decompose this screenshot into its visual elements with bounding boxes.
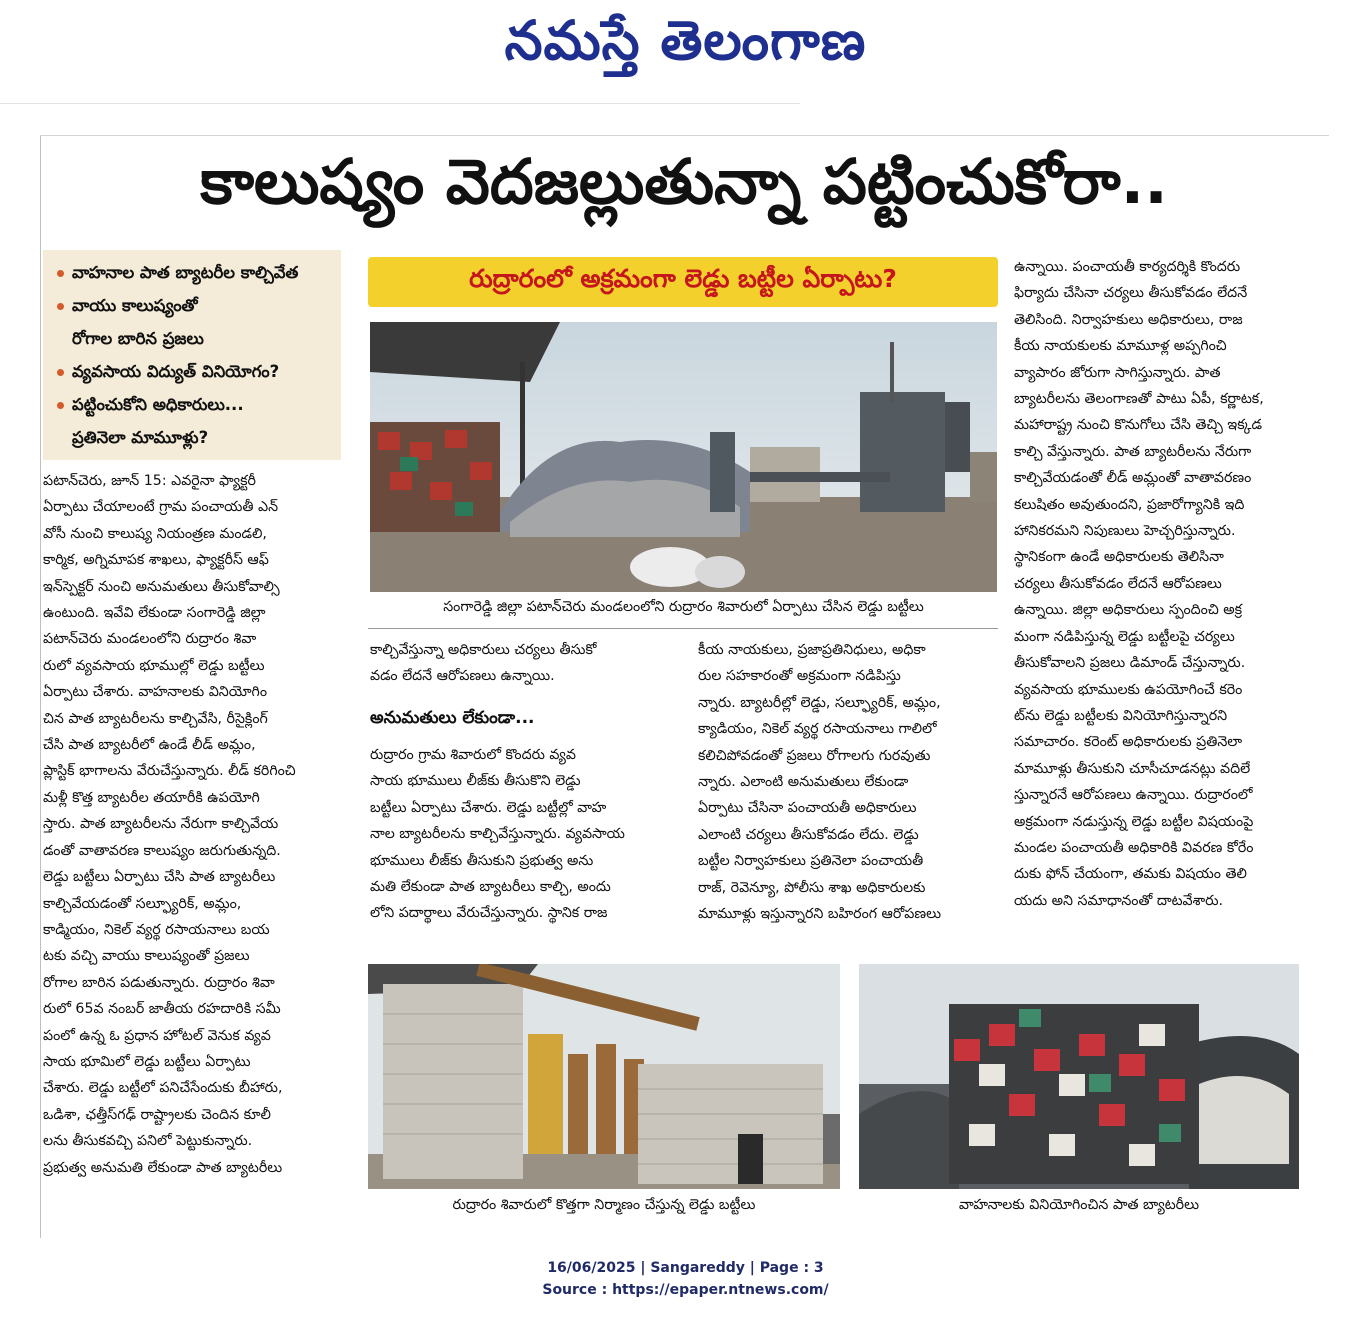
column-text-line: టకు వచ్చి వాయు కాలుష్యంతో ప్రజలు (43, 948, 250, 965)
column-text-line: ఇన్‌స్పెక్టర్ నుంచి అనుమతులు తీసుకోవాల్సి (43, 578, 280, 595)
highlights-box (43, 250, 341, 460)
column-text-line: కాడ్మియం, నికెల్ వ్యర్థ రసాయనాలు బయ (43, 921, 270, 938)
column-text-line: బట్టీల నిర్వాహకులు ప్రతినెలా పంచాయతీ (698, 853, 924, 870)
column-text-line: పటాన్‌చెరు, జూన్ 15: ఎవరైనా ఫ్యాక్టరీ (43, 473, 256, 489)
column-text-line: డంతో వాతావరణ కాలుష్యం జరుగుతున్నది. (43, 842, 281, 859)
column-text-line: లెడ్డు బట్టీలు ఏర్పాటు చేసి పాత బ్యాటరీలు (43, 869, 276, 886)
column-text-line: కార్మిక, అగ్నిమాపక శాఖలు, ఫ్యాక్టరీస్ ఆఫ్ (43, 552, 269, 569)
article-column-3 (698, 637, 1000, 927)
footer-date-edition: 16/06/2025 | Sangareddy | Page : 3 (547, 1260, 824, 1276)
column-text-line: కలిచిపోవడంతో ప్రజలు రోగాలగు గురవుతు (698, 747, 931, 764)
bullet-icon (57, 270, 64, 277)
footer-source: Source : https://epaper.ntnews.com/ (542, 1282, 829, 1298)
column-text-line: ప్లాస్టిక్ భాగాలను వేరుచేస్తున్నారు. లీడ్ కరిగించి (43, 763, 296, 780)
column-text-line: దుకు ఫోన్ చేయంగా, తమకు విషయం తెలి (1014, 866, 1247, 883)
top-photo-battery-kiln (370, 322, 997, 592)
column-text-line: మామూళ్లు ఇస్తున్నారని బహిరంగ ఆరోపణలు (698, 906, 942, 923)
masthead-logo: నమస్తే తెలంగాణ (504, 8, 867, 72)
column-text-line: సమాచారం. కరెంట్ అధికారులకు ప్రతినెలా (1014, 734, 1243, 751)
column-text-line: క్యాడియం, నికెల్ వ్యర్థ రసాయనాలు గాలిలో (698, 721, 937, 738)
column-text-line: లను తీసుకవచ్చి పనిలో పెట్టుకున్నారు. (43, 1133, 253, 1150)
column-text-line: ఒడిశా, ఛత్తీస్‌గఢ్ రాష్ట్రాలకు చెందిన కూలీ (43, 1106, 271, 1123)
column-text-line: కాల్చి వేస్తున్నారు. పాత బ్యాటరీలను నేరుగా (1014, 443, 1252, 460)
column-text-line: లోని పదార్థాలు వేరుచేస్తున్నారు. స్థానిక రాజ (370, 905, 608, 922)
column-text-line: చేశారు. లెడ్డు బట్టీలో పనిచేసేందుకు బీహారు, (43, 1080, 283, 1097)
subhead-text: రుద్రారంలో అక్రమంగా లెడ్డు బట్టీల ఏర్పాటు? (469, 264, 897, 293)
column-text-line: మళ్లీ కొత్త బ్యాటరీల తయారీకి ఉపయోగి (43, 789, 260, 806)
column-text-line: స్తారు. పాత బ్యాటరీలను నేరుగా కాల్చివేయ (43, 816, 279, 833)
column-text-line: పంలో ఉన్న ఓ ప్రధాన హోటల్ వెనుక వ్యవ (43, 1027, 271, 1044)
column-text-line: రుల సహకారంతో అక్రమంగా నడిపిస్తు (698, 668, 901, 685)
column-text-line: యదు అని సమాధానంతో దాటవేశారు. (1014, 892, 1223, 909)
column-text-line: అక్రమంగా నడుస్తున్న లెడ్డు బట్టీల విషయంపై (1014, 813, 1254, 830)
subhead-banner (368, 257, 998, 307)
column-text-line: హానికరమని నిపుణులు హెచ్చరిస్తున్నారు. (1014, 523, 1236, 540)
column-text-line: సాయ భూములు లీజ్‌కు తీసుకొని లెడ్డు (370, 773, 581, 790)
column-text-line: ఏర్పాటు చేసినా పంచాయతీ అధికారులు (698, 800, 917, 817)
column-text-line: వడం లేదనే ఆరోపణలు ఉన్నాయి. (370, 668, 555, 685)
column-text-line: కాల్చివేయడంతో లీడ్ అమ్లంతో వాతావరణం (1014, 470, 1252, 487)
column-text-line: కీయ నాయకులకు మామూళ్ల అప్పగించి (1014, 338, 1227, 355)
column-text-line: కాల్చివేయడంతో సల్ఫ్యూరిక్, అమ్లం, (43, 895, 242, 912)
column-text-line: చర్యలు తీసుకోవడం లేదనే ఆరోపణలు (1014, 575, 1222, 592)
column-text-line: మతి లేకుండా పాత బ్యాటరీలు కాల్చి, అందు (370, 879, 611, 896)
caption-divider (368, 628, 998, 629)
section-heading: అనుమతులు లేకుండా... (370, 708, 535, 728)
bottom-right-photo-old-batteries (859, 964, 1299, 1189)
highlight-item-continued: రోగాల బారిన ప్రజలు (72, 329, 204, 348)
column-text-line: సాయ భూమిలో లెడ్డు బట్టీలు ఏర్పాటు (43, 1053, 251, 1070)
column-text-line: ఉన్నాయి. పంచాయతీ కార్యదర్శికి కొందరు (1014, 259, 1241, 275)
highlight-item-continued: ప్రతినెలా మామూళ్లు? (72, 428, 209, 447)
bottom-right-photo-caption: వాహనాలకు వినియోగించిన పాత బ్యాటరీలు (958, 1197, 1200, 1213)
column-text-line: పటాన్‌చెరు మండలంలోని రుద్రారం శివా (43, 631, 257, 648)
column-text-line: స్తున్నారనే ఆరోపణలు ఉన్నాయి. రుద్రారంలో (1014, 787, 1253, 804)
column-text-line: వోసీ నుంచి కాలుష్య నియంత్రణ మండలి, (43, 525, 267, 542)
bottom-left-photo-caption: రుద్రారం శివారులో కొత్తగా నిర్మాణం చేస్తున్న లెడ్డు బట్టీలు (452, 1197, 756, 1213)
article-headline: కాలుష్యం వెదజల్లుతున్నా పట్టించుకోరా.. (200, 145, 1168, 218)
column-text-line: ఎలాంటి చర్యలు తీసుకోవడం లేదు. లెడ్డు (698, 826, 919, 843)
highlight-item: వ్యవసాయ విద్యుత్ వినియోగం? (43, 355, 341, 388)
column-text-line: వ్యాపారం జోరుగా సాగిస్తున్నారు. పాత (1014, 364, 1221, 381)
column-text-line: రులో 65వ నంబర్ జాతీయ రహదారికి సమీ (43, 1001, 281, 1018)
column-text-line: మామూళ్లు తీసుకుని చూసీచూడనట్లు వదిలే (1014, 760, 1251, 777)
column-text-line: నాల బ్యాటరీలను కాల్చివేస్తున్నారు. వ్యవసాయ (370, 826, 625, 843)
column-text-line: న్నారు. బ్యాటరీల్లో లెడ్డు, సల్ఫ్యూరిక్, అమ్లం, (698, 694, 941, 711)
bullet-icon (57, 402, 64, 409)
top-photo-caption: సంగారెడ్డి జిల్లా పటాన్‌చెరు మండలంలోని రుద్రారం శివారులో ఏర్పాటు చేసిన లెడ్డు బట్టీలు (443, 599, 924, 615)
article-column-2-bottom (370, 742, 683, 927)
column-text-line: ప్రభుత్వ అనుమతి లేకుండా పాత బ్యాటరీలు (43, 1159, 283, 1176)
column-text-line: ఏర్పాటు చేశారు. వాహనాలకు వినియోగిం (43, 684, 268, 701)
column-text-line: మంగా నడిపిస్తున్న లెడ్డు బట్టీలపై చర్యలు (1014, 628, 1235, 645)
column-text-line: తీసుకోవాలని ప్రజలు డిమాండ్ చేస్తున్నారు. (1014, 655, 1246, 672)
column-text-line: ఫిర్యాదు చేసినా చర్యలు తీసుకోవడం లేదనే (1014, 285, 1248, 302)
column-text-line: కీయ నాయకులు, ప్రజాప్రతినిధులు, అధికా (698, 642, 926, 658)
column-text-line: న్నారు. ఎలాంటి అనుమతులు లేకుండా (698, 774, 909, 791)
column-text-line: తెలిసింది. నిర్వాహకులు అధికారులు, రాజ (1014, 311, 1243, 328)
column-text-line: బట్టీలు ఏర్పాటు చేశారు. లెడ్డు బట్టీల్లో వాహ (370, 799, 607, 816)
column-text-line: ఉంటుంది. ఇవేవి లేకుండా సంగారెడ్డి జిల్లా (43, 605, 266, 622)
column-text-line: రులో వ్యవసాయ భూముల్లో లెడ్డు బట్టీలు (43, 657, 265, 674)
column-text-line: కాల్చివేస్తున్నా అధికారులు చర్యలు తీసుకో (370, 642, 597, 658)
bullet-icon (57, 303, 64, 310)
article-column-2-top (370, 637, 683, 690)
column-text-line: ట్‌ను లెడ్డు బట్టీలకు వినియోగిస్తున్నారని (1014, 707, 1228, 724)
column-text-line: మహారాష్ట్ర నుంచి కొనుగోలు చేసి తెచ్చి ఇక్కడ (1014, 417, 1262, 434)
column-text-line: మండల పంచాయతీ అధికారికి వివరణ కోరేం (1014, 839, 1254, 856)
column-text-line: బ్యాటరీలను తెలంగాణతో పాటు ఏపీ, కర్ణాటక, (1014, 391, 1264, 408)
column-text-line: చేసి పాత బ్యాటరీలో ఉండే లీడ్ అమ్లం, (43, 737, 256, 754)
column-text-line: చిన పాత బ్యాటరీలను కాల్చివేసి, రీసైక్లింగ్ (43, 710, 268, 727)
bottom-left-photo-kiln-construction (368, 964, 840, 1189)
column-text-line: కలుషితం అవుతుందని, ప్రజారోగ్యానికి ఇది (1014, 496, 1245, 513)
column-text-line: రోగాల బారిన పడుతున్నారు. రుద్రారం శివా (43, 974, 275, 991)
bullet-icon (57, 369, 64, 376)
article-column-4 (1014, 254, 1328, 914)
highlight-item: పట్టించుకోని అధికారులు... (43, 388, 341, 421)
column-text-line: ఉన్నాయి. జిల్లా అధికారులు స్పందించి అక్ర (1014, 602, 1243, 619)
highlight-item: వాహనాల పాత బ్యాటరీల కాల్చివేత (43, 256, 341, 289)
article-column-1 (43, 468, 340, 1181)
highlight-item: వాయు కాలుష్యంతో (43, 289, 341, 322)
column-text-line: భూములు లీజ్‌కు తీసుకుని ప్రభుత్వ అను (370, 852, 594, 869)
column-text-line: వ్యవసాయ భూములకు ఉపయోగించే కరెం (1014, 681, 1243, 698)
column-text-line: స్థానికంగా ఉండే అధికారులకు తెలిసినా (1014, 549, 1224, 566)
column-text-line: ఏర్పాటు చేయాలంటే గ్రామ పంచాయతీ ఎన్ (43, 499, 279, 516)
column-text-line: రాజ్, రెవెన్యూ, పోలీసు శాఖ అధికారులకు (698, 879, 926, 896)
column-text-line: రుద్రారం గ్రామ శివారులో కొందరు వ్యవ (370, 747, 576, 763)
masthead-divider (0, 103, 800, 104)
